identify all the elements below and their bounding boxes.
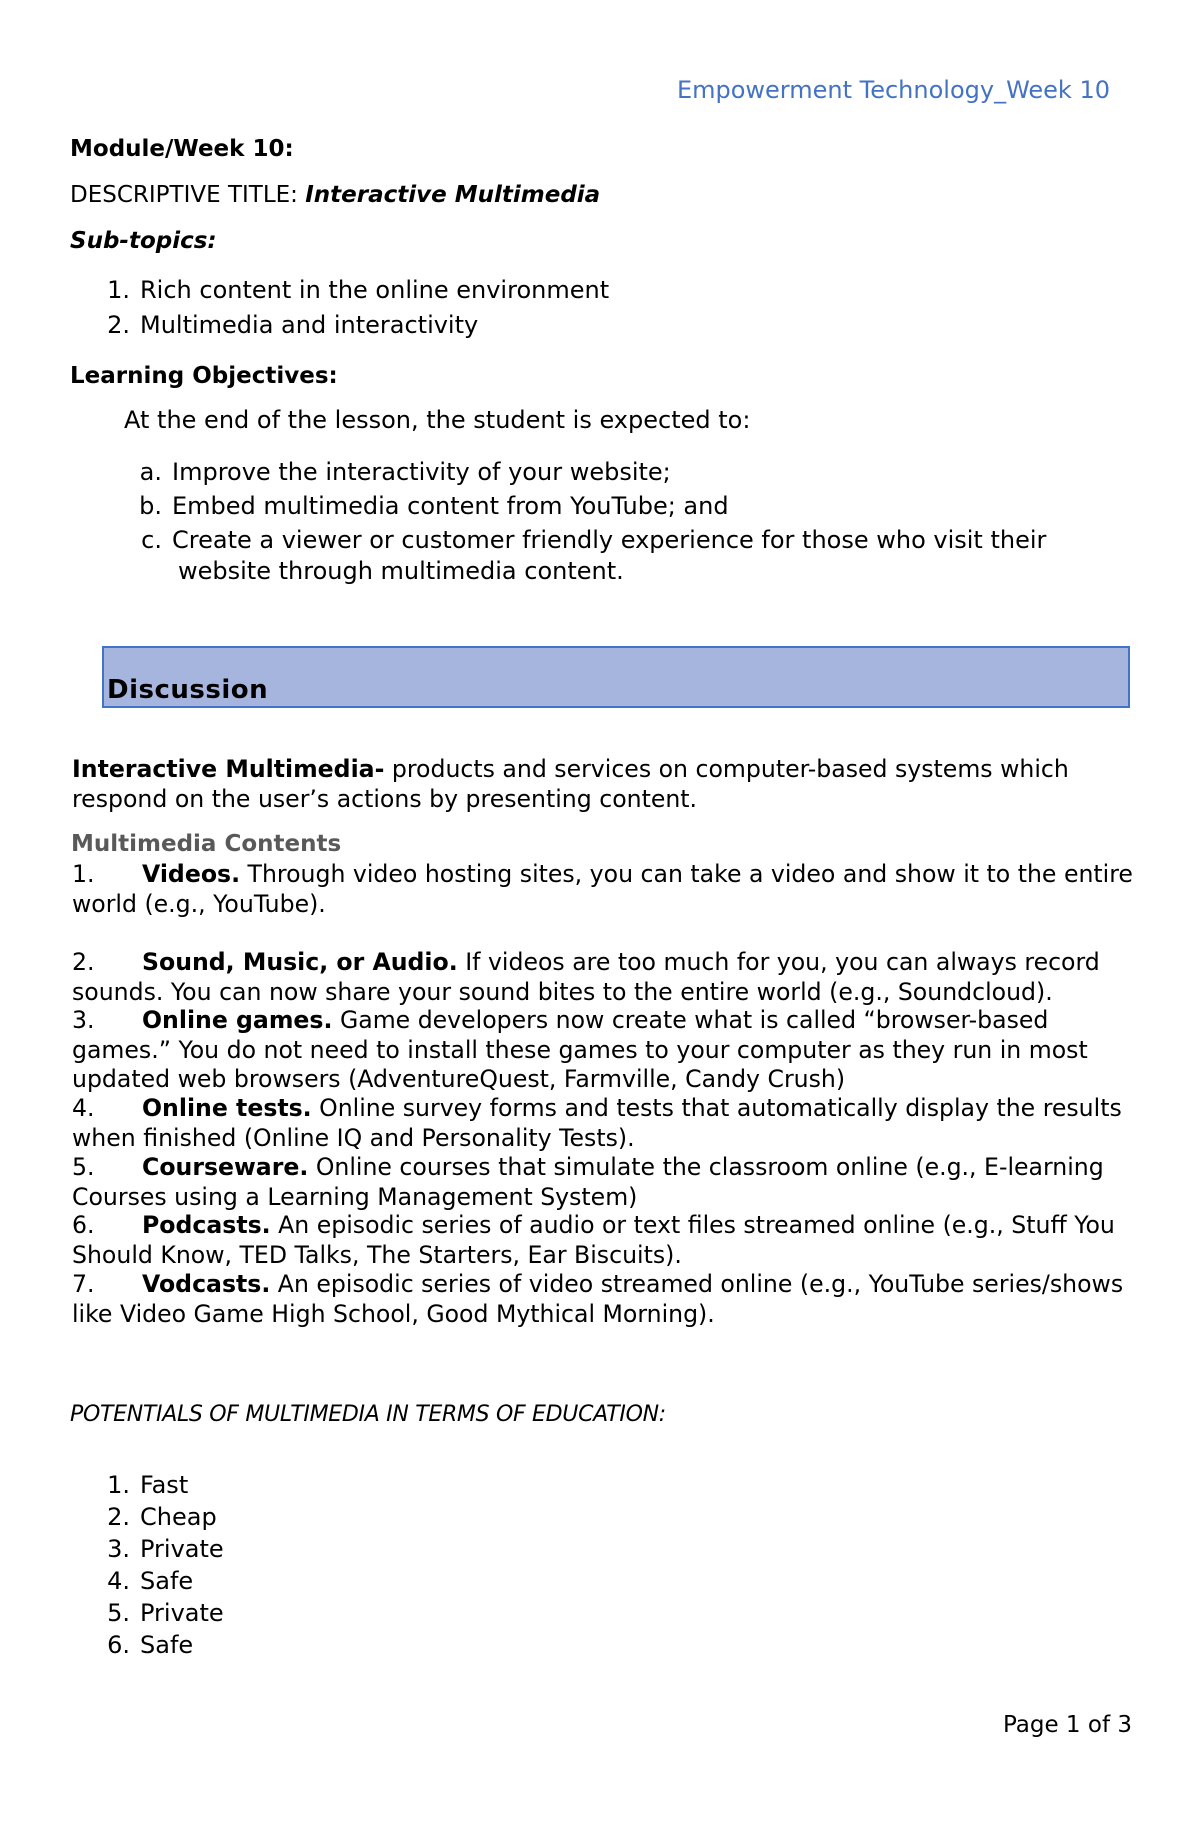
objective-letter: c. bbox=[141, 526, 162, 554]
item-text: An episodic series of audio or text files streamed online (e.g., Stuff You Should Know, TED Talks, The Starters, Ear Biscuits). bbox=[72, 1211, 1115, 1269]
potential-item bbox=[94, 1535, 224, 1564]
potential-text: Private bbox=[140, 1599, 224, 1627]
potential-item bbox=[94, 1503, 217, 1532]
potential-text: Cheap bbox=[140, 1503, 217, 1531]
objective-text: Embed multimedia content from YouTube; and bbox=[172, 492, 729, 520]
discussion-title: Discussion bbox=[107, 675, 269, 705]
multimedia-item bbox=[72, 1153, 1137, 1212]
subtopic-text: Rich content in the online environment bbox=[140, 276, 610, 304]
item-number: 2. bbox=[72, 948, 95, 976]
descriptive-title bbox=[70, 181, 600, 209]
multimedia-item bbox=[72, 860, 1137, 919]
item-term: Sound, Music, or Audio. bbox=[142, 948, 458, 976]
item-term: Vodcasts. bbox=[142, 1270, 271, 1298]
item-term: Podcasts. bbox=[142, 1211, 271, 1239]
page-number: Page 1 of 3 bbox=[1002, 1712, 1132, 1738]
item-text: Online courses that simulate the classroom online (e.g., E-learning Courses using a Learning Management System) bbox=[72, 1153, 1104, 1211]
descriptive-title-value: Interactive Multimedia bbox=[305, 182, 601, 208]
multimedia-item bbox=[72, 948, 1137, 1007]
objectives-label: Learning Objectives: bbox=[70, 363, 338, 389]
item-text: An episodic series of video streamed online (e.g., YouTube series/shows like Video Game High School, Good Mythical Morning). bbox=[72, 1270, 1124, 1328]
multimedia-item bbox=[72, 1094, 1137, 1153]
item-number: 5. bbox=[72, 1153, 95, 1181]
objective-letter: b. bbox=[139, 492, 162, 520]
item-text: Online survey forms and tests that automatically display the results when finished (Online IQ and Personality Tests). bbox=[72, 1094, 1122, 1152]
subtopic-number: 1. bbox=[107, 276, 130, 304]
definition-term: Interactive Multimedia- bbox=[72, 755, 385, 783]
running-header: Empowerment Technology_Week 10 bbox=[676, 76, 1110, 104]
potential-number: 4. bbox=[107, 1567, 130, 1595]
item-term: Courseware. bbox=[142, 1153, 309, 1181]
potential-text: Safe bbox=[140, 1567, 194, 1595]
objective-letter: a. bbox=[139, 458, 162, 486]
item-text: Through video hosting sites, you can take a video and show it to the entire world (e.g., YouTube). bbox=[72, 860, 1133, 918]
objective-item bbox=[130, 492, 729, 521]
potential-item bbox=[94, 1567, 193, 1596]
multimedia-item bbox=[72, 1211, 1137, 1270]
item-term: Online games. bbox=[142, 1006, 333, 1034]
potential-item bbox=[94, 1631, 193, 1660]
subtopic-item bbox=[94, 311, 478, 340]
objectives-intro: At the end of the lesson, the student is expected to: bbox=[124, 406, 751, 434]
objective-item bbox=[130, 458, 671, 487]
potential-item bbox=[94, 1599, 224, 1628]
multimedia-contents-heading: Multimedia Contents bbox=[71, 831, 342, 857]
potential-number: 1. bbox=[107, 1471, 130, 1499]
item-number: 1. bbox=[72, 860, 95, 888]
potential-text: Private bbox=[140, 1535, 224, 1563]
item-term: Videos. bbox=[142, 860, 241, 888]
potential-number: 5. bbox=[107, 1599, 130, 1627]
potential-item bbox=[94, 1471, 188, 1500]
item-term: Online tests. bbox=[142, 1094, 312, 1122]
objective-item bbox=[130, 526, 1046, 555]
discussion-banner bbox=[102, 646, 1130, 708]
descriptive-title-label: DESCRIPTIVE TITLE: bbox=[70, 182, 306, 208]
definition-text: products and services on computer-based systems which respond on the user’s actions by presenting content. bbox=[72, 755, 1069, 813]
definition-paragraph bbox=[72, 755, 1132, 814]
module-label: Module/Week 10: bbox=[70, 136, 294, 162]
item-number: 4. bbox=[72, 1094, 95, 1122]
subtopic-number: 2. bbox=[107, 311, 130, 339]
subtopic-item bbox=[94, 276, 609, 305]
item-number: 3. bbox=[72, 1006, 95, 1034]
subtopics-label: Sub-topics: bbox=[70, 228, 217, 254]
potential-number: 6. bbox=[107, 1631, 130, 1659]
objective-text: Create a viewer or customer friendly experience for those who visit their bbox=[172, 526, 1047, 554]
potential-text: Fast bbox=[140, 1471, 189, 1499]
multimedia-item bbox=[72, 1270, 1137, 1329]
potential-number: 3. bbox=[107, 1535, 130, 1563]
item-number: 6. bbox=[72, 1211, 95, 1239]
potential-text: Safe bbox=[140, 1631, 194, 1659]
potential-number: 2. bbox=[107, 1503, 130, 1531]
item-text: If videos are too much for you, you can always record sounds. You can now share your sound bites to the entire world (e.g., Soundcloud). bbox=[72, 948, 1100, 1006]
item-number: 7. bbox=[72, 1270, 95, 1298]
item-text: Game developers now create what is called “browser-based games.” You do not need to install these games to your computer as they run in most updated web browsers (AdventureQuest, Farmville, Candy Crush) bbox=[72, 1006, 1088, 1093]
potentials-heading: POTENTIALS OF MULTIMEDIA IN TERMS OF EDUCATION: bbox=[70, 1402, 666, 1427]
subtopic-text: Multimedia and interactivity bbox=[140, 311, 479, 339]
objective-continuation: website through multimedia content. bbox=[178, 557, 624, 585]
multimedia-item bbox=[72, 1006, 1137, 1095]
objective-text: Improve the interactivity of your website; bbox=[172, 458, 671, 486]
